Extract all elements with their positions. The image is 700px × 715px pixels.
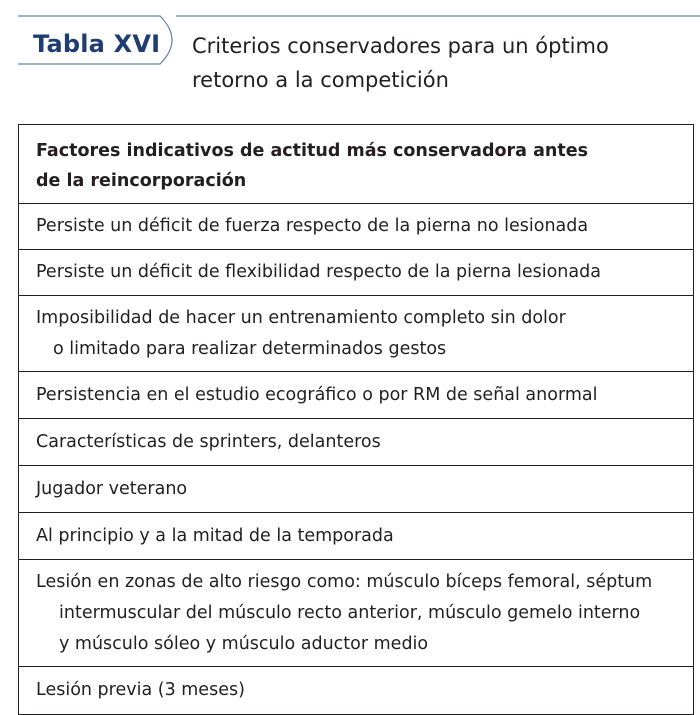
table-heading-cell <box>19 125 694 204</box>
cell-text: Al principio y a la mitad de la temporada <box>36 525 394 546</box>
table-number-label: Tabla XVI <box>33 30 161 58</box>
table-header <box>0 0 700 110</box>
table-row <box>19 250 694 296</box>
cell-text: Jugador veterano <box>36 478 188 499</box>
table-caption <box>192 29 672 97</box>
table-row <box>19 466 694 513</box>
cell-text-continuation: y músculo sóleo y músculo aductor medio <box>59 633 429 654</box>
table-row <box>19 372 694 419</box>
table-row <box>19 560 694 667</box>
caption-line-2: retorno a la competición <box>192 68 449 92</box>
table-row <box>19 204 694 250</box>
cell-text: Persiste un déficit de flexibilidad respecto de la pierna lesionada <box>36 262 601 282</box>
table-cell <box>19 296 694 372</box>
table-cell <box>19 204 694 250</box>
table-cell <box>19 419 694 466</box>
table-cell <box>19 372 694 419</box>
table-cell <box>19 667 694 715</box>
cell-text: Persiste un déficit de fuerza respecto de la pierna no lesionada <box>36 216 589 236</box>
table-cell <box>19 466 694 513</box>
cell-text: Características de sprinters, delanteros <box>36 431 381 452</box>
table-row <box>19 513 694 560</box>
table-row <box>19 296 694 372</box>
heading-line-1: Factores indicativos de actitud más conservadora antes <box>36 140 588 161</box>
caption-line-1: Criterios conservadores para un óptimo <box>192 34 609 58</box>
cell-text: Imposibilidad de hacer un entrenamiento completo sin dolor <box>36 307 566 328</box>
table-cell <box>19 250 694 296</box>
cell-text: Persistencia en el estudio ecográfico o por RM de señal anormal <box>36 384 598 405</box>
cell-text: Lesión en zonas de alto riesgo como: músculo bíceps femoral, séptum <box>36 571 653 592</box>
cell-text: Lesión previa (3 meses) <box>36 680 245 700</box>
table-cell <box>19 513 694 560</box>
cell-text-continuation: o limitado para realizar determinados gestos <box>53 338 447 359</box>
heading-line-2: de la reincorporación <box>36 170 247 191</box>
table-row <box>19 419 694 466</box>
table-heading-row <box>19 125 694 204</box>
table-cell <box>19 560 694 667</box>
cell-text-continuation: intermuscular del músculo recto anterior, músculo gemelo interno <box>59 602 641 623</box>
criteria-table <box>18 124 694 715</box>
table-row <box>19 667 694 715</box>
